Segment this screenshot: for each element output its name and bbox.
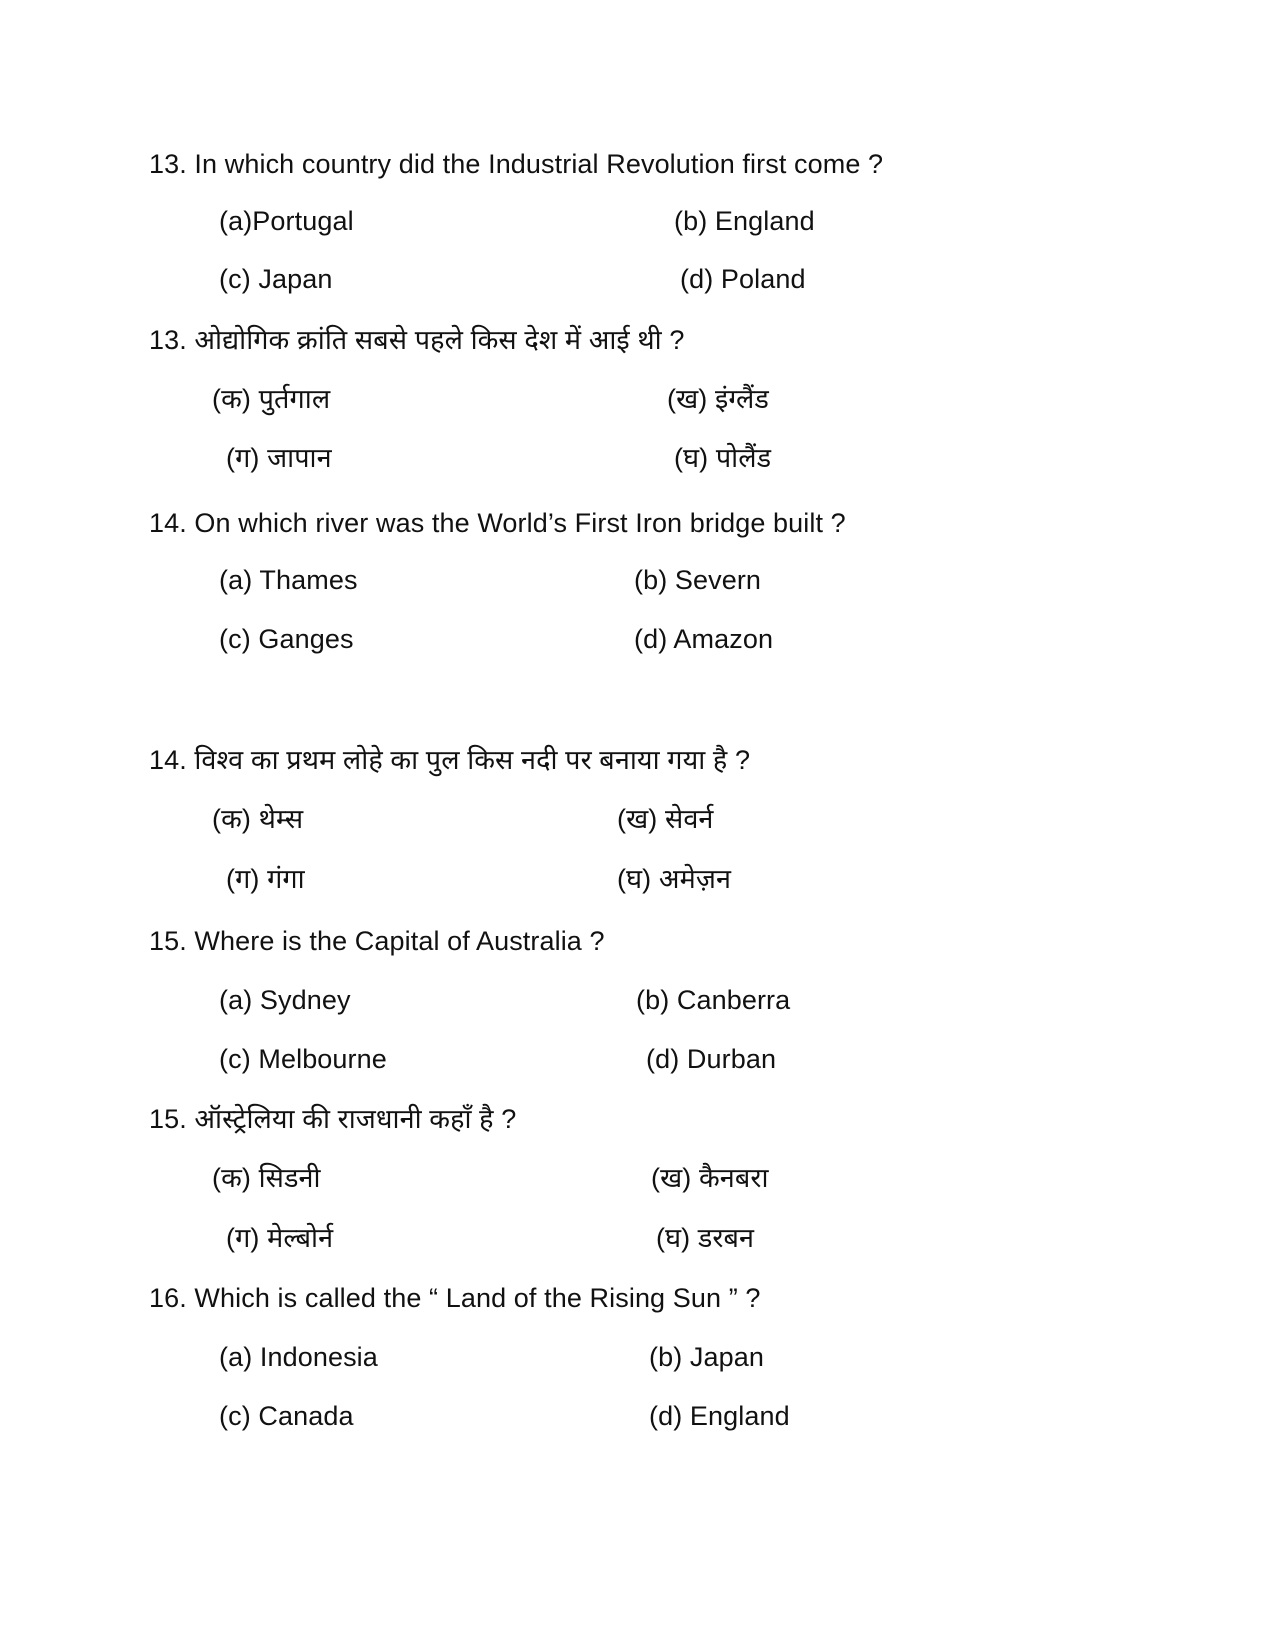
question-13-hi: 13. ओद्योगिक क्रांति सबसे पहले किस देश में आई थी ? bbox=[149, 325, 685, 355]
q14-en-option-d: (d) Amazon bbox=[634, 624, 774, 654]
q15-hi-option-c: (ग) मेल्बोर्न bbox=[226, 1223, 334, 1253]
q14-en-option-c: (c) Ganges bbox=[219, 624, 354, 654]
q16-en-option-c: (c) Canada bbox=[219, 1401, 354, 1431]
q15-en-option-c: (c) Melbourne bbox=[219, 1044, 387, 1074]
q13-en-option-d: (d) Poland bbox=[680, 264, 806, 294]
q13-en-option-c: (c) Japan bbox=[219, 264, 333, 294]
question-14-hi: 14. विश्व का प्रथम लोहे का पुल किस नदी पर बनाया गया है ? bbox=[149, 745, 751, 775]
q14-hi-option-b: (ख) सेवर्न bbox=[617, 804, 714, 834]
q15-en-option-a: (a) Sydney bbox=[219, 985, 351, 1015]
q14-hi-option-c: (ग) गंगा bbox=[226, 864, 305, 894]
q15-en-option-d: (d) Durban bbox=[646, 1044, 777, 1074]
question-14-en: 14. On which river was the World’s First Iron bridge built ? bbox=[149, 508, 846, 538]
question-15-en: 15. Where is the Capital of Australia ? bbox=[149, 926, 605, 956]
q15-hi-option-d: (घ) डरबन bbox=[656, 1223, 755, 1253]
q16-en-option-d: (d) England bbox=[649, 1401, 790, 1431]
q15-hi-option-b: (ख) कैनबरा bbox=[651, 1163, 769, 1193]
q14-hi-option-d: (घ) अमेज़न bbox=[617, 864, 732, 894]
q14-en-option-a: (a) Thames bbox=[219, 565, 358, 595]
q15-hi-option-a: (क) सिडनी bbox=[212, 1163, 321, 1193]
question-16-en: 16. Which is called the “ Land of the Rising Sun ” ? bbox=[149, 1283, 761, 1313]
q16-en-option-b: (b) Japan bbox=[649, 1342, 764, 1372]
q13-hi-option-b: (ख) इंग्लैंड bbox=[667, 384, 769, 414]
q15-en-option-b: (b) Canberra bbox=[636, 985, 791, 1015]
question-13-en: 13. In which country did the Industrial Revolution first come ? bbox=[149, 149, 884, 179]
q13-en-option-a: (a)Portugal bbox=[219, 206, 354, 236]
q13-hi-option-a: (क) पुर्तगाल bbox=[212, 384, 331, 414]
q16-en-option-a: (a) Indonesia bbox=[219, 1342, 378, 1372]
q14-hi-option-a: (क) थेम्स bbox=[212, 804, 304, 834]
q13-hi-option-c: (ग) जापान bbox=[226, 443, 332, 473]
q13-en-option-b: (b) England bbox=[674, 206, 815, 236]
q13-hi-option-d: (घ) पोलैंड bbox=[674, 443, 772, 473]
q14-en-option-b: (b) Severn bbox=[634, 565, 762, 595]
question-15-hi: 15. ऑस्ट्रेलिया की राजधानी कहाँ है ? bbox=[149, 1104, 517, 1134]
